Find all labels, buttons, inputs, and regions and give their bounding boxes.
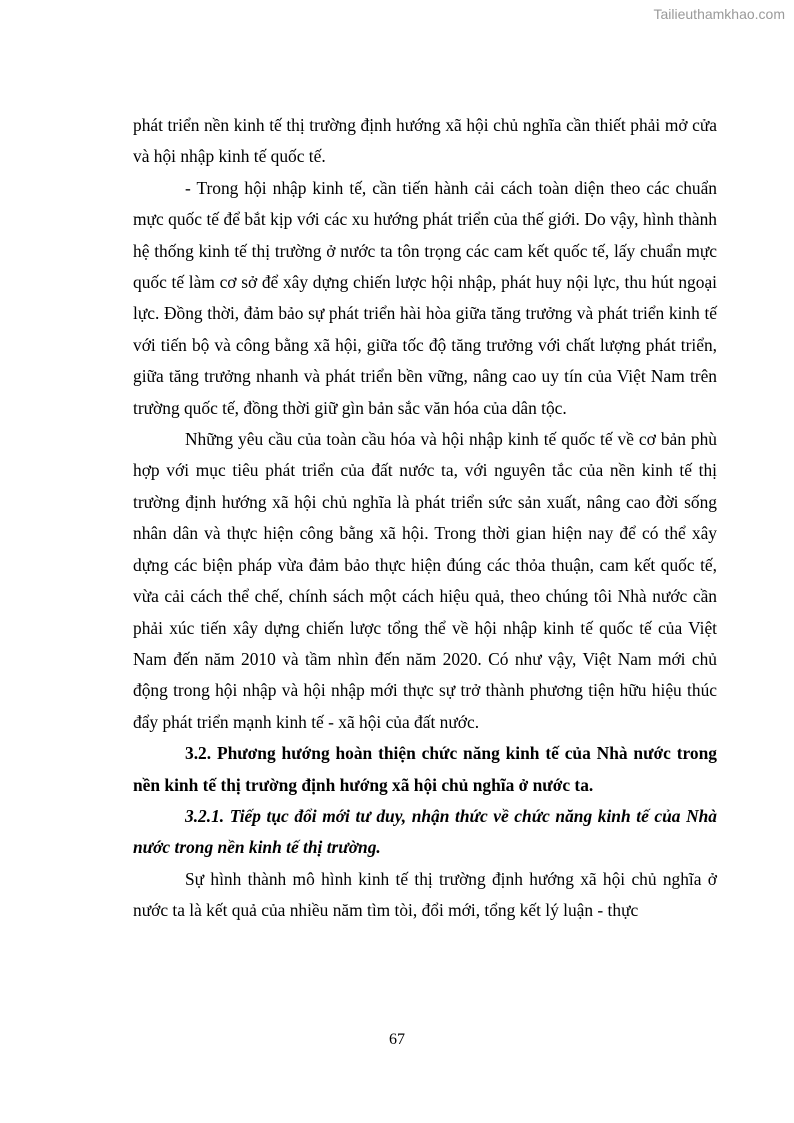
subsection-heading: 3.2.1. Tiếp tục đổi mới tư duy, nhận thức về chức năng kinh tế của Nhà nước trong nền kinh tế thị trường. [133, 805, 717, 858]
document-body [133, 110, 717, 927]
paragraph-integration-reform: - Trong hội nhập kinh tế, cần tiến hành cải cách toàn diện theo các chuẩn mực quốc tế để bắt kịp với các xu hướng phát triển của thế giới. Do vậy, hình thành hệ thống kinh tế thị trường ở nước ta tôn trọng các cam kết quốc tế, lấy chuẩn mực quốc tế làm cơ sở để xây dựng chiến lược hội nhập, phát huy nội lực, thu hút ngoại lực. Đồng thời, đảm bảo sự phát triển hài hòa giữa tăng trưởng và phát triển kinh tế với tiến bộ và công bằng xã hội, giữa tốc độ tăng trưởng với chất lượng phát triển, giữa tăng trưởng nhanh và phát triển bền vững, nâng cao uy tín của Việt Nam trên trường quốc tế, đồng thời giữ gìn bản sắc văn hóa của dân tộc. [133, 177, 717, 418]
paragraph-globalization-requirements: Những yêu cầu của toàn cầu hóa và hội nhập kinh tế quốc tế về cơ bản phù hợp với mục tiêu phát triển của đất nước ta, với nguyên tắc của nền kinh tế thị trường định hướng xã hội chủ nghĩa là phát triển sức sản xuất, nâng cao đời sống nhân dân và thực hiện công bằng xã hội. Trong thời gian hiện nay để có thể xây dựng các biện pháp vừa đảm bảo thực hiện đúng các thỏa thuận, cam kết quốc tế, vừa cải cách thể chế, chính sách một cách hiệu quả, theo chúng tôi Nhà nước cần phải xúc tiến xây dựng chiến lược tổng thể về hội nhập kinh tế quốc tế của Việt Nam đến năm 2010 và tầm nhìn đến năm 2020. Có như vậy, Việt Nam mới chủ động trong hội nhập và hội nhập mới thực sự trở thành phương tiện hữu hiệu thúc đẩy phát triển mạnh kinh tế - xã hội của đất nước. [133, 429, 717, 732]
page-number: 67 [389, 1031, 405, 1048]
section-heading: 3.2. Phương hướng hoàn thiện chức năng kinh tế của Nhà nước trong nền kinh tế thị trường định hướng xã hội chủ nghĩa ở nước ta. [133, 743, 717, 795]
paragraph-continuation: phát triển nền kinh tế thị trường định hướng xã hội chủ nghĩa cần thiết phải mở cửa và hội nhập kinh tế quốc tế. [133, 115, 717, 167]
paragraph-market-model: Sự hình thành mô hình kinh tế thị trường định hướng xã hội chủ nghĩa ở nước ta là kết quả của nhiều năm tìm tòi, đổi mới, tổng kết lý luận - thực [133, 868, 717, 921]
watermark: Tailieuthamkhao.com [653, 6, 785, 22]
